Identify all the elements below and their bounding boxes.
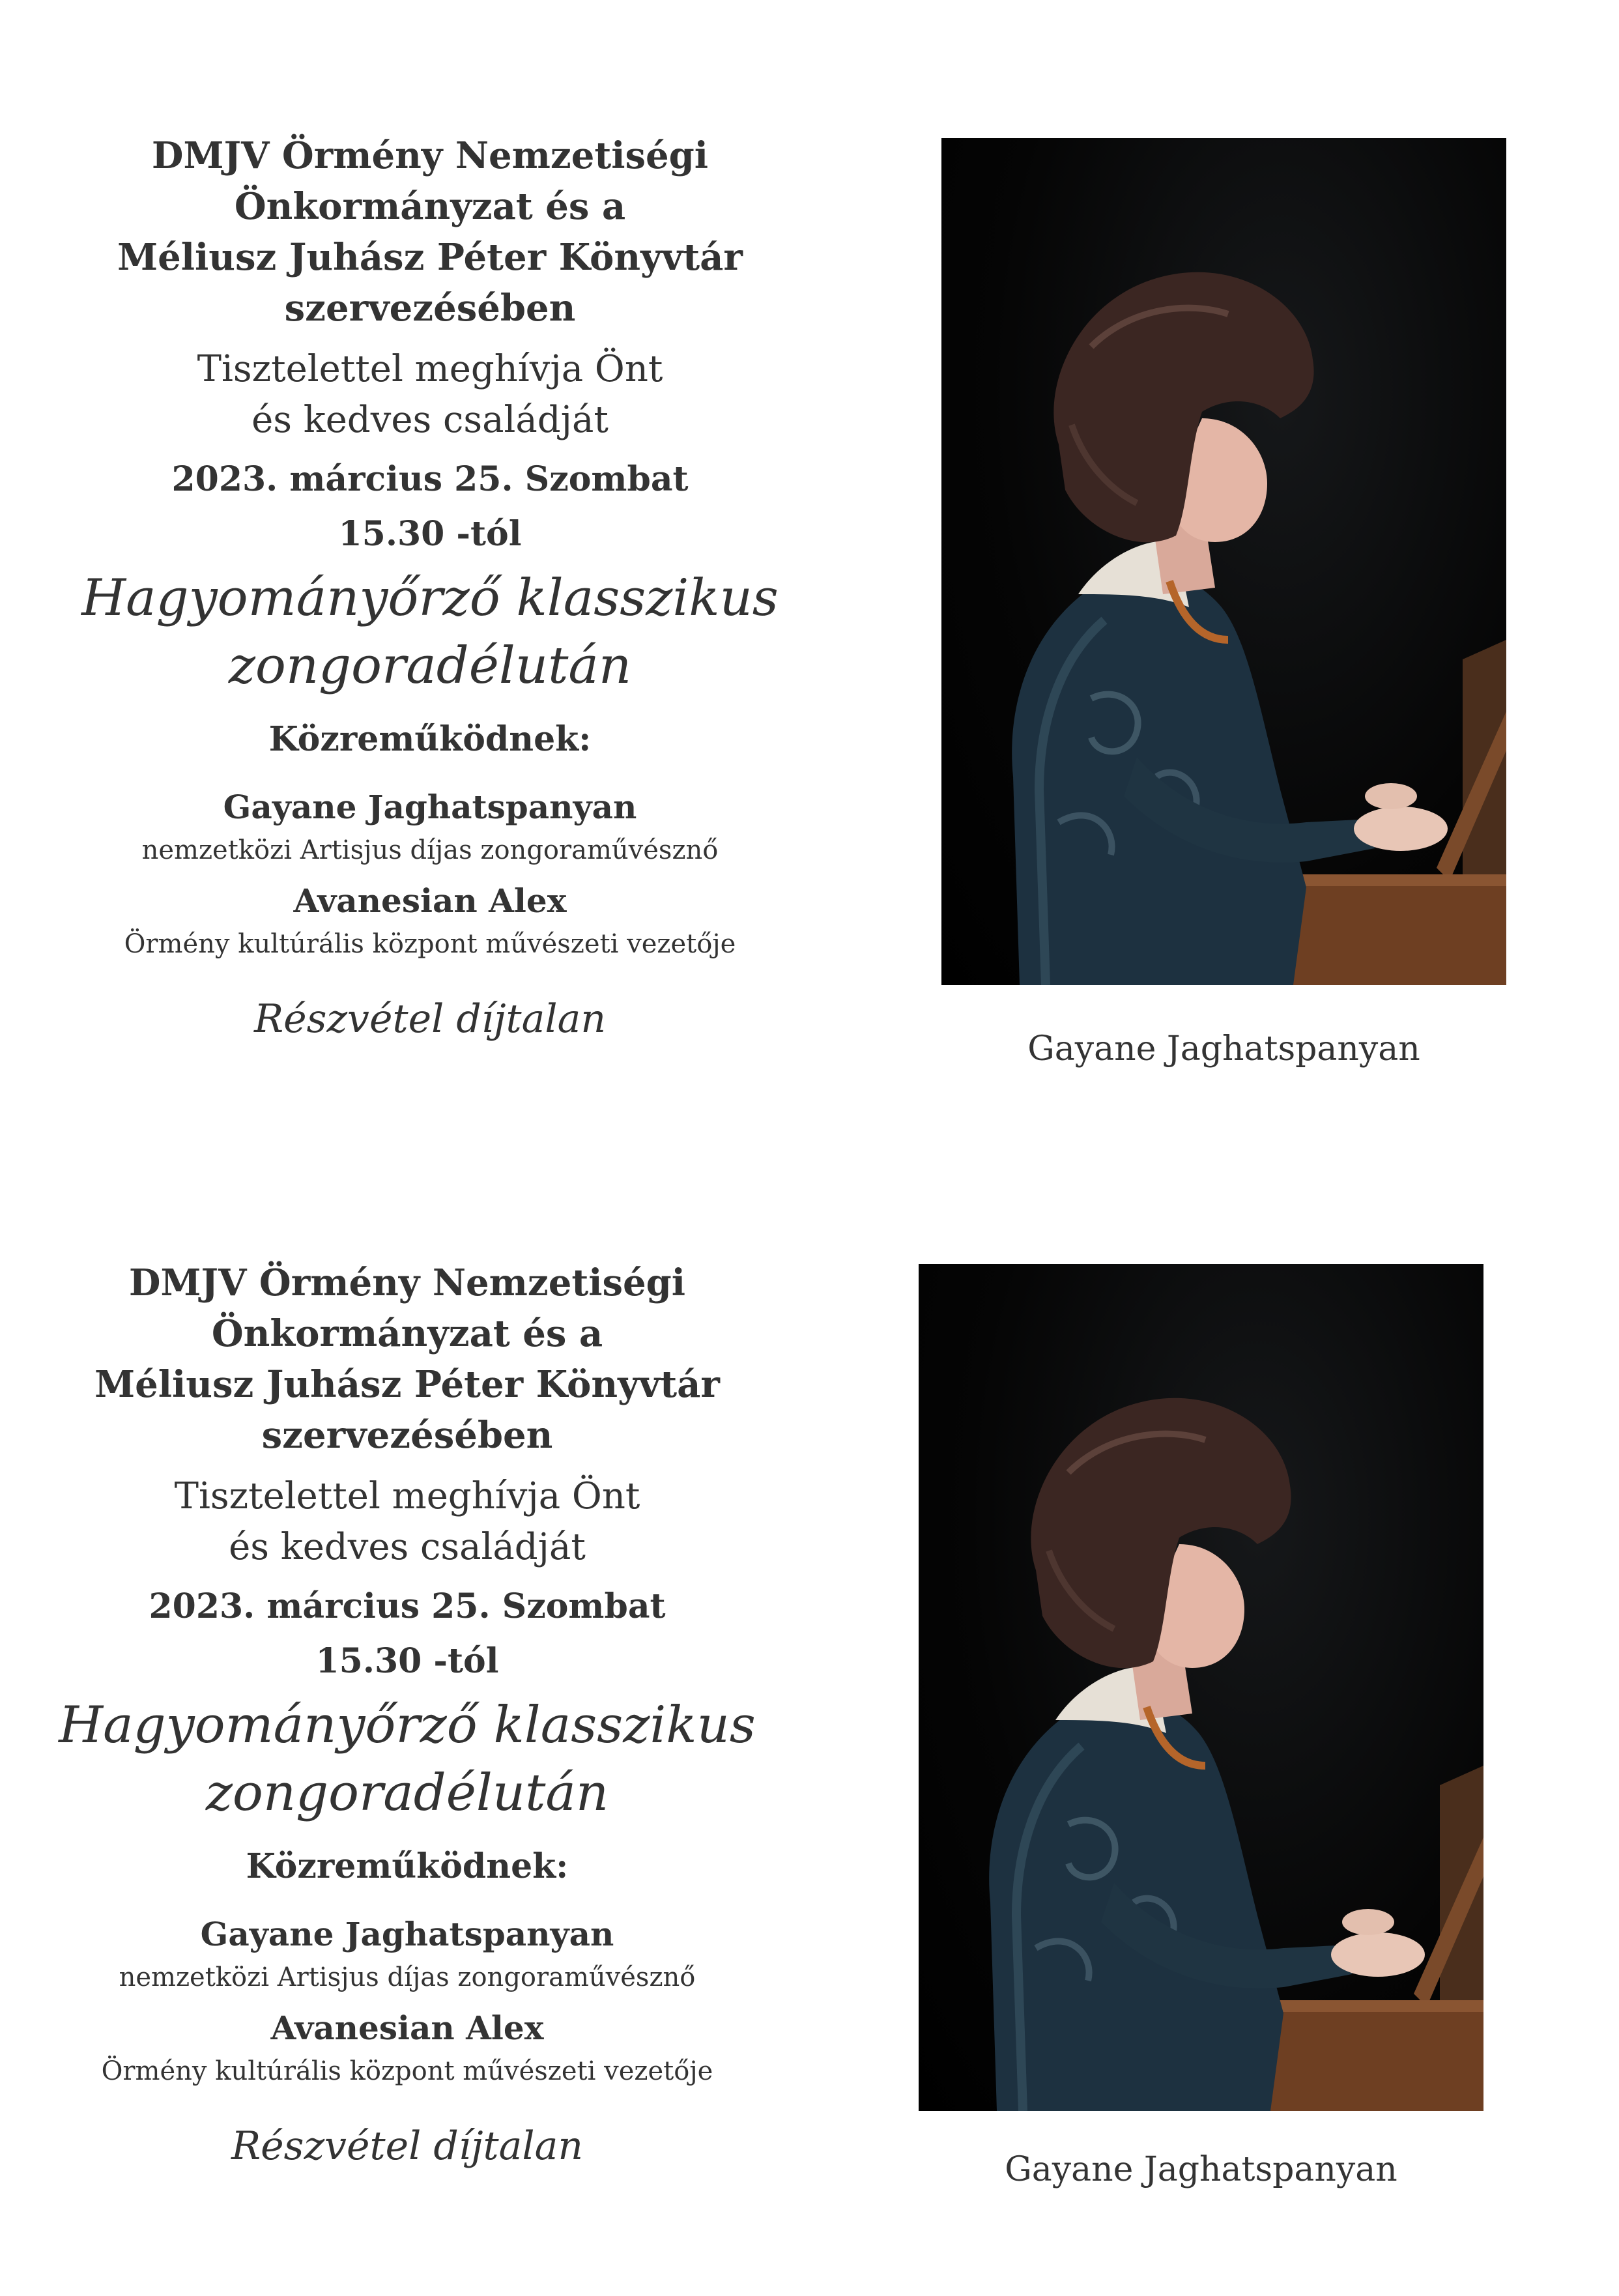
event-title-line-1: Hagyományőrző klasszikus	[59, 1696, 756, 1755]
event-time: 15.30 -tól	[338, 514, 522, 554]
organizer-line-4: szervezésében	[284, 287, 576, 330]
flyer-text-column	[33, 1257, 782, 2172]
flyer-bottom	[0, 1127, 1619, 2235]
participants-heading: Közreműködnek:	[246, 1846, 569, 1886]
invitation-line-1: Tisztelettel meghívja Önt	[174, 1475, 640, 1517]
admission-note: Részvétel díjtalan	[253, 996, 607, 1042]
performer-name: Avanesian Alex	[270, 2009, 544, 2047]
organizer-block	[55, 130, 805, 334]
performer-role: nemzetközi Artisjus díjas zongoraművésznő	[119, 1962, 696, 1992]
pianist-photo	[941, 138, 1506, 985]
invitation-block	[33, 1471, 782, 1573]
invitation-block	[55, 344, 805, 446]
participants-heading: Közreműködnek:	[268, 719, 592, 759]
photo-caption: Gayane Jaghatspanyan	[1027, 1029, 1420, 1069]
organizer-line-3: Méliusz Juhász Péter Könyvtár	[117, 236, 743, 279]
event-title	[55, 564, 805, 700]
event-title-line-2: zongoradélután	[205, 1764, 609, 1822]
event-time: 15.30 -tól	[315, 1641, 499, 1681]
organizer-line-1: DMJV Örmény Nemzetiségi	[128, 1261, 686, 1304]
event-date: 2023. március 25. Szombat	[171, 459, 689, 499]
flyer-top	[0, 0, 1619, 1108]
pianist-photo	[919, 1264, 1483, 2111]
organizer-line-2: Önkormányzat és a	[234, 185, 626, 228]
invitation-line-2: és kedves családját	[251, 399, 609, 441]
organizer-line-1: DMJV Örmény Nemzetiségi	[151, 134, 709, 177]
admission-note: Részvétel díjtalan	[231, 2123, 584, 2169]
organizer-line-3: Méliusz Juhász Péter Könyvtár	[94, 1363, 720, 1406]
organizer-block	[33, 1257, 782, 1461]
performer-name: Gayane Jaghatspanyan	[223, 788, 637, 826]
photo-caption: Gayane Jaghatspanyan	[1005, 2150, 1397, 2189]
event-title	[33, 1691, 782, 1827]
performer-role: Örmény kultúrális központ művészeti vezetője	[101, 2056, 713, 2086]
invitation-line-1: Tisztelettel meghívja Önt	[197, 348, 663, 390]
event-date: 2023. március 25. Szombat	[149, 1586, 666, 1626]
organizer-line-4: szervezésében	[261, 1414, 553, 1457]
performer-role: nemzetközi Artisjus díjas zongoraművésznő	[141, 835, 719, 865]
performer-name: Gayane Jaghatspanyan	[200, 1915, 614, 1953]
invitation-line-2: és kedves családját	[229, 1526, 586, 1568]
performer-role: Örmény kultúrális központ művészeti vezetője	[124, 929, 736, 959]
flyer-text-column	[55, 130, 805, 1045]
organizer-line-2: Önkormányzat és a	[211, 1312, 603, 1355]
event-title-line-1: Hagyományőrző klasszikus	[81, 569, 779, 627]
event-title-line-2: zongoradélután	[228, 637, 632, 695]
performer-name: Avanesian Alex	[293, 882, 567, 920]
